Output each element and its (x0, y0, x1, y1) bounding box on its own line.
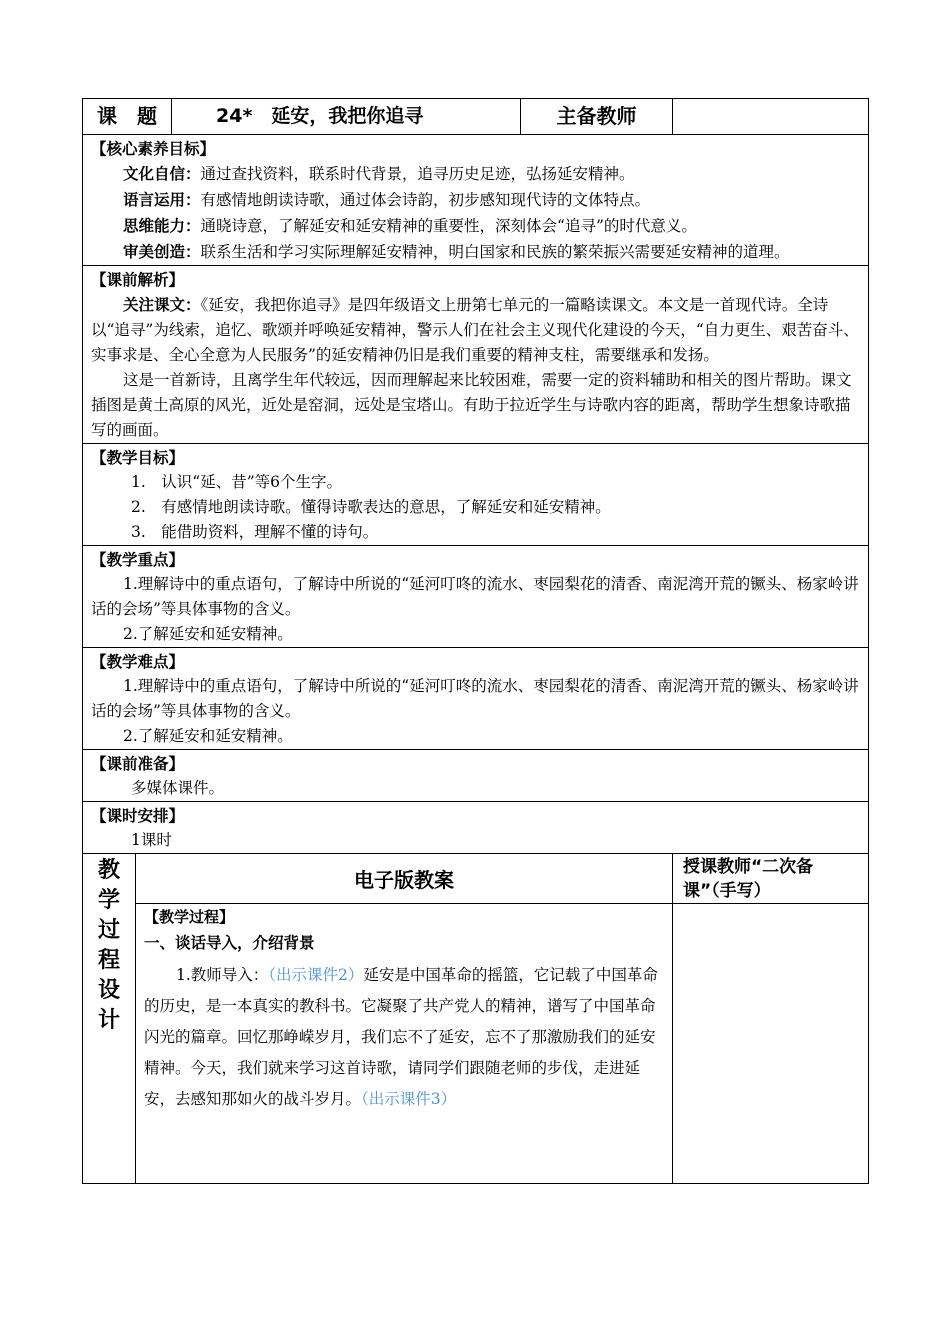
goals-row (83, 444, 869, 546)
courseware-ref[interactable]: （出示课件3） (361, 1090, 457, 1108)
core-goals-heading: 【核心素养目标】 (91, 139, 216, 158)
key-points-row (83, 546, 869, 648)
header-row (83, 99, 869, 135)
handwritten-notes-area[interactable] (673, 904, 869, 1184)
main-plan-column-header: 电子版教案 (136, 854, 673, 904)
difficulties-row (83, 648, 869, 750)
schedule-heading: 【课时安排】 (91, 806, 185, 825)
process-side-label: 教 学 过 程 设 计 (83, 854, 136, 1184)
lesson-plan-sheet (82, 98, 868, 1184)
process-paragraph: 1.教师导入：（出示课件2）延安是中国革命的摇篮，它记载了中国革命的历史，是一本真实的教科书。它凝聚了共产党人的精神，谱写了中国革命闪光的篇章。回忆那峥嵘岁月，我们忘不了延安，忘不了那激励我们的延安精神。今天，我们就来学习这首诗歌，请同学们跟随老师的步伐，走进延安，去感知那如火的战斗岁月。（出示课件3） (144, 966, 658, 1108)
courseware-ref[interactable]: （出示课件2） (268, 966, 364, 984)
analysis-paragraph: 关注课文：《延安，我把你追寻》是四年级语文上册第七单元的一篇略读课文。本文是一首现代诗。全诗以“追寻”为线索，追忆、歌颂并呼唤延安精神，警示人们在社会主义现代化建设的今天，“自力更生、艰苦奋斗、实事求是、全心全意为人民服务”的延安精神仍旧是我们重要的精神支柱，需要继承和发扬。 (91, 295, 859, 364)
lesson-plan-table (82, 98, 869, 1184)
topic-label: 课 题 (83, 99, 172, 135)
section-heading: 一、谈话导入，介绍背景 (144, 934, 315, 952)
goal-item: 1. 认识“延、昔”等6个生字。 (131, 473, 342, 491)
goal-item: 3. 能借助资料，理解不懂的诗句。 (131, 523, 379, 541)
core-goal-item: 审美创造：联系生活和学习实际理解延安精神，明白国家和民族的繁荣振兴需要延安精神的道理。 (123, 242, 790, 261)
prep-row (83, 750, 869, 802)
analysis-row (83, 266, 869, 444)
notes-column-header: 授课教师“二次备课”（手写） (673, 854, 869, 904)
teacher-name (673, 99, 869, 135)
process-body-row (83, 904, 869, 1184)
teacher-label: 主备教师 (521, 99, 673, 135)
goals-heading: 【教学目标】 (91, 448, 185, 467)
process-heading: 【教学过程】 (144, 908, 235, 926)
core-goal-item: 思维能力：通晓诗意，了解延安和延安精神的重要性，深刻体会“追寻”的时代意义。 (123, 216, 697, 235)
key-point-item: 1.理解诗中的重点语句，了解诗中所说的“延河叮咚的流水、枣园梨花的清香、南泥湾开荒的镢头、杨家岭讲话的会场”等具体事物的含义。 (91, 575, 859, 618)
difficulties-heading: 【教学难点】 (91, 652, 185, 671)
analysis-heading: 【课前解析】 (91, 270, 185, 289)
prep-heading: 【课前准备】 (91, 754, 185, 773)
schedule-row (83, 802, 869, 854)
core-goal-item: 文化自信：通过查找资料，联系时代背景，追寻历史足迹，弘扬延安精神。 (123, 164, 635, 183)
core-goals-row (83, 135, 869, 266)
schedule-text: 1课时 (131, 831, 172, 849)
difficulty-item: 1.理解诗中的重点语句，了解诗中所说的“延河叮咚的流水、枣园梨花的清香、南泥湾开荒的镢头、杨家岭讲话的会场”等具体事物的含义。 (91, 677, 859, 720)
difficulty-item: 2.了解延安和延安精神。 (123, 727, 293, 745)
goal-item: 2. 有感情地朗读诗歌。懂得诗歌表达的意思，了解延安和延安精神。 (131, 498, 611, 516)
prep-text: 多媒体课件。 (131, 779, 225, 797)
lesson-title: 24* 延安，我把你追寻 (172, 99, 521, 135)
process-header-row (83, 854, 869, 904)
analysis-paragraph: 这是一首新诗，且离学生年代较远，因而理解起来比较困难，需要一定的资料辅助和相关的图片帮助。课文插图是黄土高原的风光，近处是窑洞，远处是宝塔山。有助于拉近学生与诗歌内容的距离，帮助学生想象诗歌描写的画面。 (91, 371, 852, 439)
core-goal-item: 语言运用：有感情地朗读诗歌，通过体会诗韵，初步感知现代诗的文体特点。 (123, 190, 651, 209)
key-point-item: 2.了解延安和延安精神。 (123, 625, 293, 643)
key-points-heading: 【教学重点】 (91, 550, 185, 569)
